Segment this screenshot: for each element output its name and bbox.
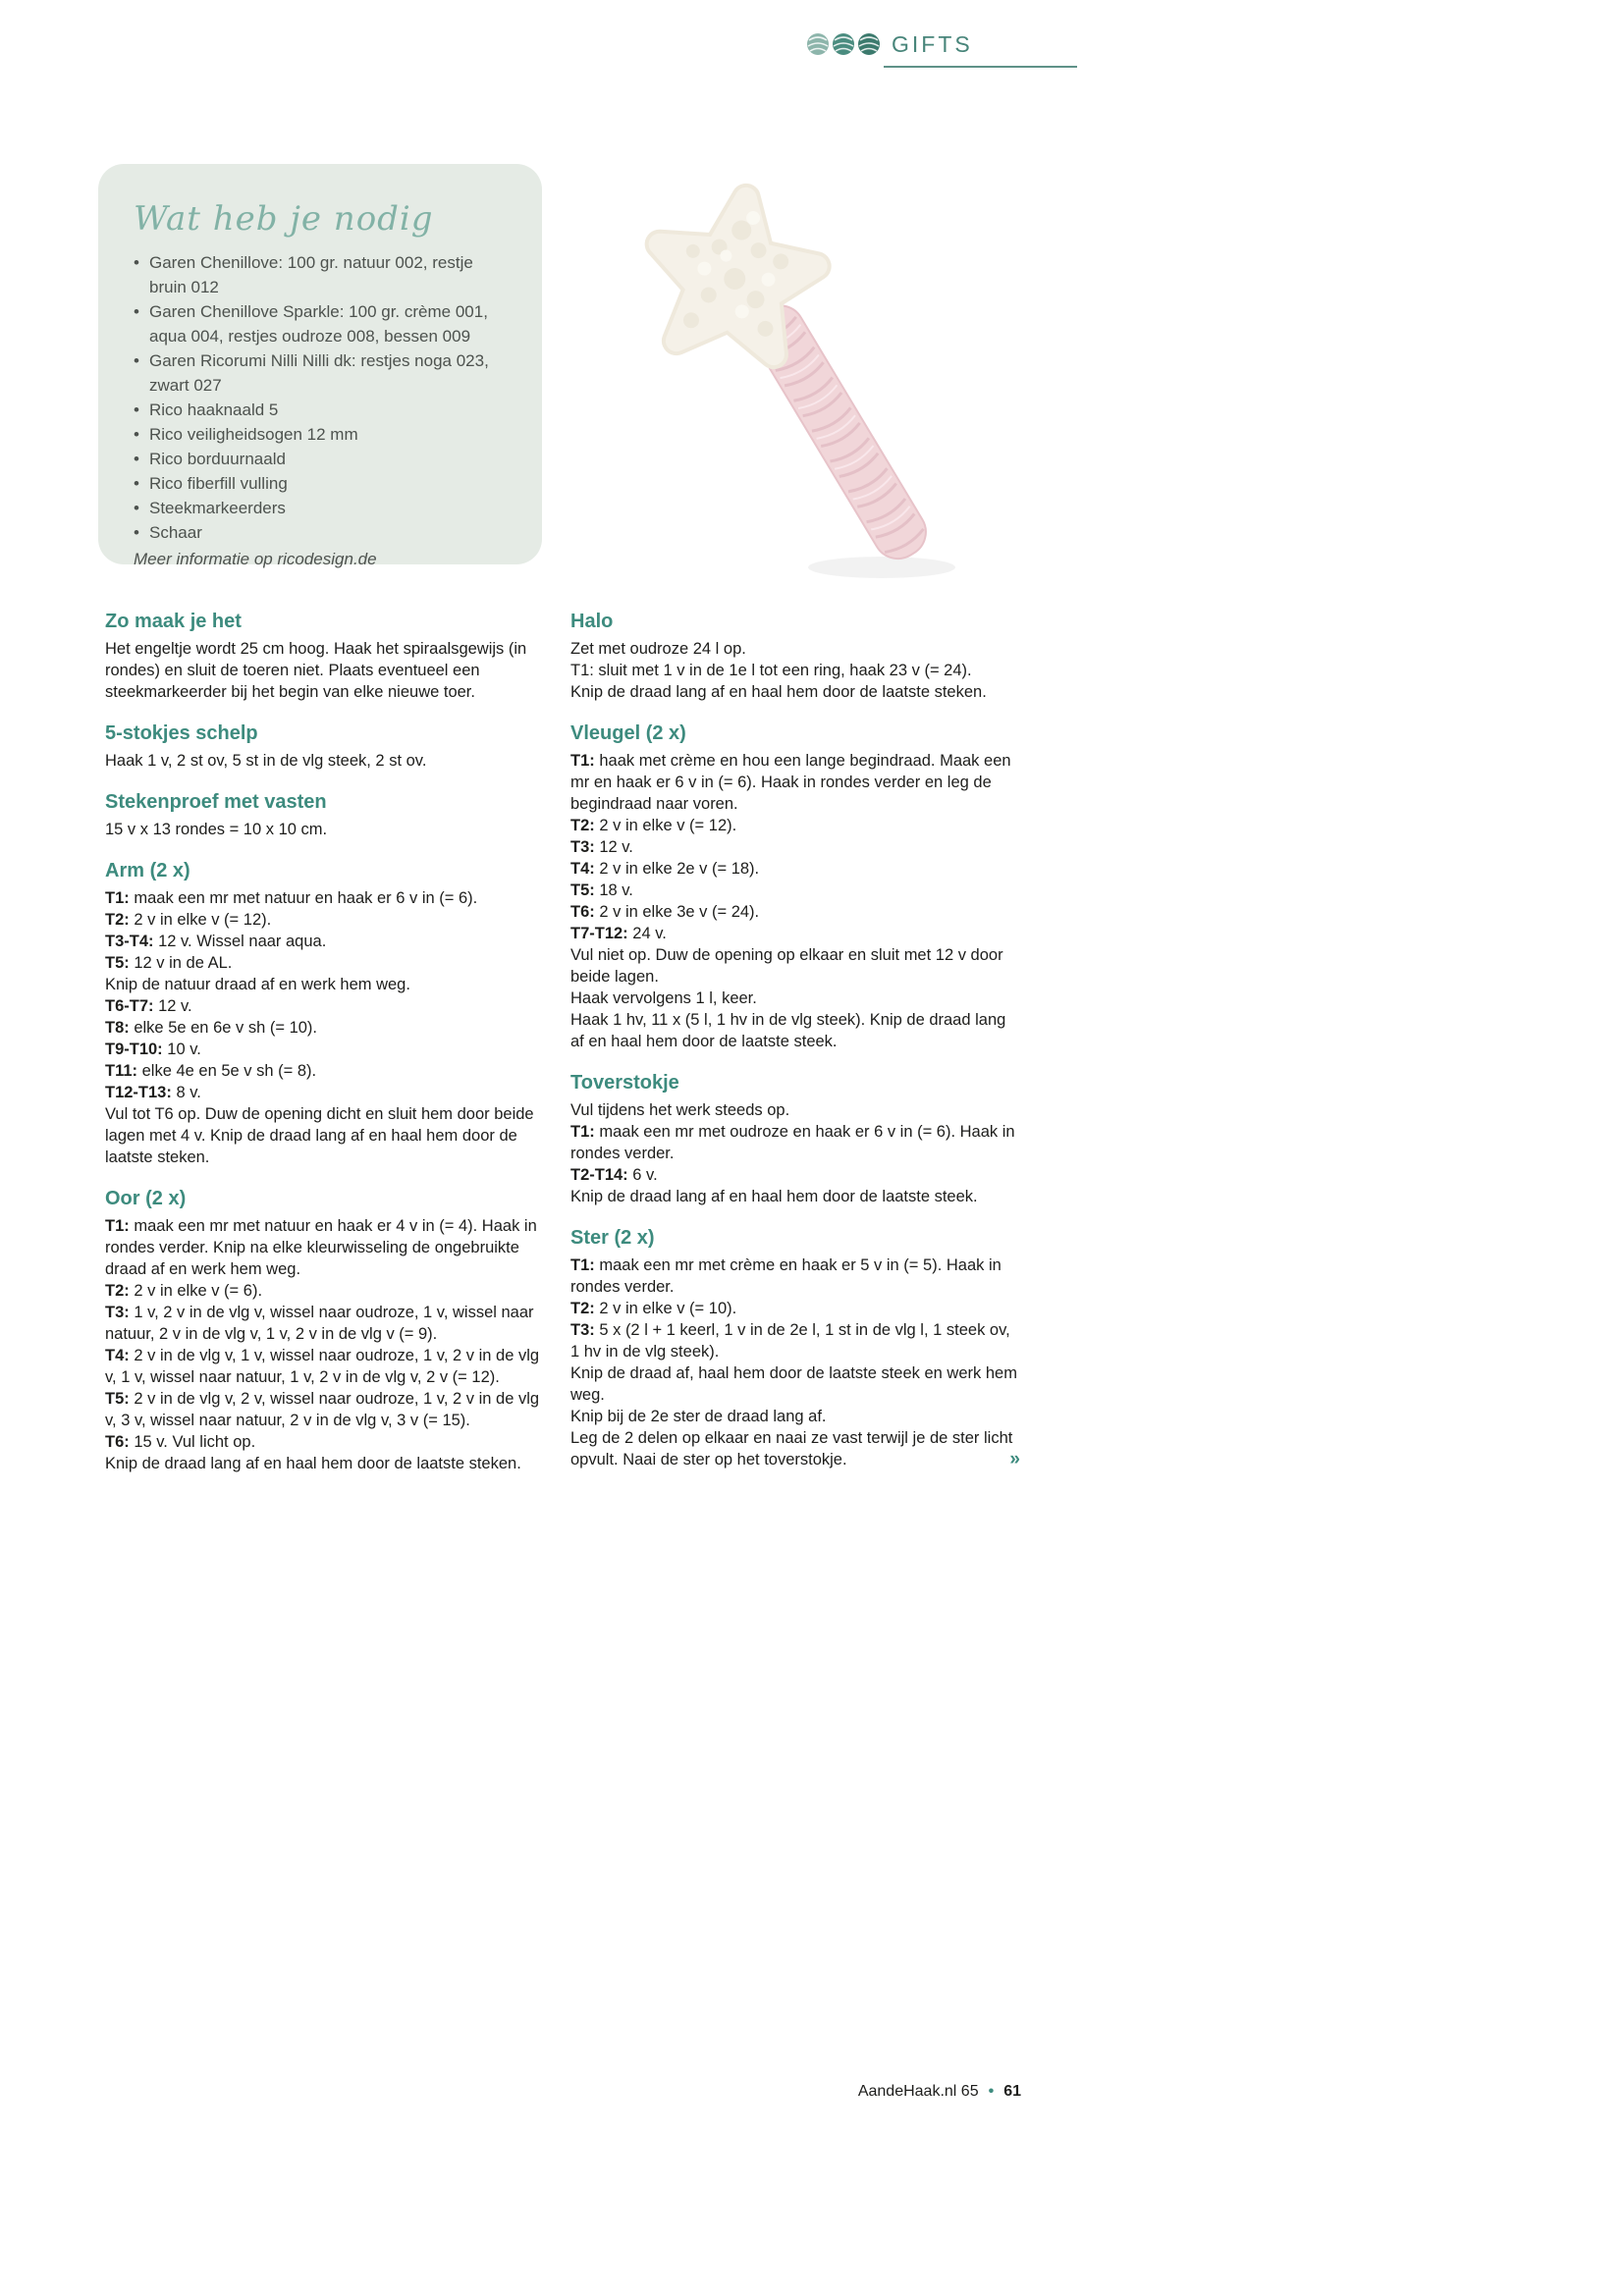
section-heading: Toverstokje bbox=[570, 1072, 679, 1094]
magic-wand-illustration bbox=[587, 175, 980, 597]
yarn-ball-icon bbox=[833, 33, 854, 55]
bullet-glyph: • bbox=[134, 400, 139, 419]
round-label: T3: bbox=[570, 1321, 595, 1339]
pattern-line bbox=[105, 1431, 545, 1453]
continuation-mark: » bbox=[1009, 1449, 1020, 1469]
pattern-text: maak een mr met natuur en haak er 6 v in (= 6). bbox=[134, 889, 478, 907]
pattern-section bbox=[570, 722, 1020, 1052]
pattern-section bbox=[105, 860, 545, 1168]
pattern-line bbox=[570, 836, 1020, 858]
pattern-text: Knip bij de 2e ster de draad lang af. bbox=[570, 1408, 827, 1425]
bullet-glyph: • bbox=[134, 425, 139, 444]
pattern-line bbox=[570, 1121, 1020, 1164]
pattern-text: 2 v in elke v (= 10). bbox=[599, 1300, 737, 1317]
materials-note: Meer informatie op ricodesign.de bbox=[134, 550, 377, 568]
pattern-text: Vul niet op. Duw de opening op elkaar en sluit met 12 v door beide lagen. bbox=[570, 946, 1003, 986]
pattern-line bbox=[570, 944, 1020, 988]
pattern-section bbox=[570, 1227, 1020, 1470]
pattern-line bbox=[570, 1186, 1020, 1207]
pattern-text: 2 v in de vlg v, 2 v, wissel naar oudroze, 1 v, 2 v in de vlg v, 3 v, wissel naar natuur, 2 v in de vlg v, 3 v (= 15). bbox=[105, 1390, 540, 1429]
round-label: T12-T13: bbox=[105, 1084, 172, 1101]
bullet-glyph: • bbox=[134, 302, 139, 321]
pattern-text: Zet met oudroze 24 l op. bbox=[570, 640, 746, 658]
pattern-text: 10 v. bbox=[167, 1041, 201, 1058]
round-label: T5: bbox=[105, 954, 130, 972]
round-label: T3: bbox=[105, 1304, 130, 1321]
round-label: T5: bbox=[570, 881, 595, 899]
pattern-section bbox=[105, 791, 545, 840]
round-label: T3-T4: bbox=[105, 933, 154, 950]
section-heading: Oor (2 x) bbox=[105, 1188, 187, 1209]
section-heading: Zo maak je het bbox=[105, 611, 242, 632]
pattern-line bbox=[570, 660, 1020, 681]
materials-title: Wat heb je nodig bbox=[134, 199, 434, 239]
pattern-text: 2 v in elke v (= 12). bbox=[599, 817, 737, 834]
page-footer bbox=[858, 2083, 1021, 2101]
pattern-text: 5 x (2 l + 1 keerl, 1 v in de 2e l, 1 st in de vlg l, 1 steek ov, 1 hv in de vlg steek). bbox=[570, 1321, 1010, 1361]
round-label: T7-T12: bbox=[570, 925, 628, 942]
pattern-text: 2 v in elke 2e v (= 18). bbox=[599, 860, 760, 878]
round-label: T1: bbox=[570, 1123, 595, 1141]
round-label: T2-T14: bbox=[570, 1166, 628, 1184]
pattern-line bbox=[105, 909, 545, 931]
section-heading: 5-stokjes schelp bbox=[105, 722, 258, 744]
materials-item-text: Steekmarkeerders bbox=[149, 499, 286, 517]
pattern-line bbox=[105, 887, 545, 909]
pattern-line bbox=[570, 1298, 1020, 1319]
pattern-line bbox=[105, 974, 545, 995]
yarn-ball-icon bbox=[858, 33, 880, 55]
footer-magazine: AandeHaak.nl 65 bbox=[857, 2083, 979, 2100]
wand-shadow bbox=[808, 557, 955, 578]
bullet-glyph: • bbox=[134, 474, 139, 493]
bullet-glyph: • bbox=[134, 450, 139, 468]
pattern-line bbox=[105, 1103, 545, 1168]
materials-item bbox=[134, 299, 514, 348]
pattern-section bbox=[105, 1188, 545, 1474]
materials-item bbox=[134, 496, 514, 520]
pattern-text: Knip de draad lang af en haal hem door de laatste steken. bbox=[105, 1455, 521, 1472]
materials-item bbox=[134, 348, 514, 398]
pattern-text: 2 v in elke v (= 6). bbox=[134, 1282, 263, 1300]
materials-item bbox=[134, 250, 514, 299]
pattern-line bbox=[570, 1362, 1020, 1406]
pattern-line bbox=[570, 638, 1020, 660]
pattern-text: 12 v. bbox=[158, 997, 192, 1015]
pattern-text: 12 v. Wissel naar aqua. bbox=[158, 933, 327, 950]
pattern-text: 18 v. bbox=[599, 881, 633, 899]
materials-item-text: Rico veiligheidsogen 12 mm bbox=[149, 425, 358, 444]
pattern-text: elke 4e en 5e v sh (= 8). bbox=[141, 1062, 317, 1080]
pattern-text: Knip de natuur draad af en werk hem weg. bbox=[105, 976, 410, 993]
pattern-line bbox=[570, 1427, 1020, 1470]
materials-item bbox=[134, 422, 514, 447]
pattern-text: Leg de 2 delen op elkaar en naai ze vast terwijl je de ster licht opvult. Naai de ster op het toverstokje. bbox=[570, 1429, 1013, 1468]
pattern-line bbox=[570, 1099, 1020, 1121]
pattern-text: elke 5e en 6e v sh (= 10). bbox=[134, 1019, 317, 1037]
materials-item-text: Rico fiberfill vulling bbox=[149, 474, 288, 493]
pattern-text: Knip de draad lang af en haal hem door de laatste steek. bbox=[570, 1188, 978, 1205]
round-label: T2: bbox=[570, 1300, 595, 1317]
yarn-balls-icon bbox=[805, 30, 882, 58]
bullet-glyph: • bbox=[134, 523, 139, 542]
pattern-text: Haak vervolgens 1 l, keer. bbox=[570, 989, 757, 1007]
round-label: T1: bbox=[105, 1217, 130, 1235]
bullet-glyph: • bbox=[134, 351, 139, 370]
materials-item-text: Rico haaknaald 5 bbox=[149, 400, 279, 419]
pattern-text: Haak 1 v, 2 st ov, 5 st in de vlg steek, 2 st ov. bbox=[105, 752, 427, 770]
pattern-line bbox=[570, 1255, 1020, 1298]
pattern-line bbox=[105, 1280, 545, 1302]
round-label: T2: bbox=[105, 1282, 130, 1300]
materials-item bbox=[134, 447, 514, 471]
pattern-line bbox=[105, 1017, 545, 1039]
section-heading: Arm (2 x) bbox=[105, 860, 190, 881]
yarn-ball-icon bbox=[807, 33, 829, 55]
pattern-section bbox=[105, 722, 545, 772]
section-heading: Ster (2 x) bbox=[570, 1227, 655, 1249]
materials-item bbox=[134, 398, 514, 422]
bullet-glyph: • bbox=[134, 253, 139, 272]
materials-item-text: Garen Chenillove: 100 gr. natuur 002, restje bruin 012 bbox=[149, 253, 473, 296]
round-label: T8: bbox=[105, 1019, 130, 1037]
pattern-text: Vul tijdens het werk steeds op. bbox=[570, 1101, 790, 1119]
pattern-line bbox=[570, 1164, 1020, 1186]
materials-item-text: Rico borduurnaald bbox=[149, 450, 286, 468]
materials-item-text: Garen Ricorumi Nilli Nilli dk: restjes noga 023, zwart 027 bbox=[149, 351, 489, 395]
pattern-text: 8 v. bbox=[176, 1084, 201, 1101]
pattern-text: 2 v in de vlg v, 1 v, wissel naar oudroze, 1 v, 2 v in de vlg v, 1 v, wissel naar natuur, 1 v, 2 v in de vlg v, 2 v (= 12). bbox=[105, 1347, 540, 1386]
materials-item-text: Schaar bbox=[149, 523, 202, 542]
pattern-line bbox=[570, 815, 1020, 836]
pattern-line bbox=[105, 1215, 545, 1280]
pattern-line bbox=[105, 1453, 545, 1474]
right-column bbox=[570, 611, 1020, 1490]
pattern-section bbox=[570, 611, 1020, 703]
section-title: GIFTS bbox=[892, 30, 973, 57]
round-label: T5: bbox=[105, 1390, 130, 1408]
pattern-line bbox=[105, 1302, 545, 1345]
pattern-line bbox=[570, 1009, 1020, 1052]
wand-photo bbox=[587, 175, 980, 597]
pattern-line bbox=[105, 1039, 545, 1060]
round-label: T6: bbox=[570, 903, 595, 921]
pattern-text: 15 v. Vul licht op. bbox=[134, 1433, 256, 1451]
pattern-line bbox=[570, 750, 1020, 815]
footer-separator: • bbox=[988, 2083, 995, 2100]
pattern-text: Knip de draad lang af en haal hem door de laatste steken. bbox=[570, 683, 987, 701]
left-column bbox=[105, 611, 545, 1494]
round-label: T3: bbox=[570, 838, 595, 856]
pattern-line bbox=[105, 750, 545, 772]
round-label: T9-T10: bbox=[105, 1041, 163, 1058]
pattern-line bbox=[105, 1060, 545, 1082]
pattern-line bbox=[570, 988, 1020, 1009]
pattern-line bbox=[570, 858, 1020, 880]
section-heading: Halo bbox=[570, 611, 614, 632]
materials-box bbox=[98, 164, 542, 568]
round-label: T1: bbox=[105, 889, 130, 907]
round-label: T2: bbox=[570, 817, 595, 834]
page-header bbox=[0, 0, 1624, 79]
pattern-text: 15 v x 13 rondes = 10 x 10 cm. bbox=[105, 821, 328, 838]
pattern-text: T1: sluit met 1 v in de 1e l tot een ring, haak 23 v (= 24). bbox=[570, 662, 972, 679]
section-heading: Vleugel (2 x) bbox=[570, 722, 686, 744]
round-label: T6-T7: bbox=[105, 997, 154, 1015]
bullet-glyph: • bbox=[134, 499, 139, 517]
brand bbox=[805, 30, 973, 58]
pattern-text: maak een mr met natuur en haak er 4 v in (= 4). Haak in rondes verder. Knip na elke kleurwisseling de ongebruikte draad af en werk hem weg. bbox=[105, 1217, 537, 1278]
pattern-text: Knip de draad af, haal hem door de laatste steek en werk hem weg. bbox=[570, 1364, 1017, 1404]
pattern-text: maak een mr met crème en haak er 5 v in (= 5). Haak in rondes verder. bbox=[570, 1256, 1001, 1296]
pattern-line bbox=[570, 1406, 1020, 1427]
pattern-text: 6 v. bbox=[632, 1166, 658, 1184]
materials-item bbox=[134, 471, 514, 496]
pattern-text: 1 v, 2 v in de vlg v, wissel naar oudroze, 1 v, wissel naar natuur, 2 v in de vlg v, 1 v, 2 v in de vlg v (= 9). bbox=[105, 1304, 534, 1343]
pattern-line bbox=[105, 952, 545, 974]
pattern-line bbox=[570, 1319, 1020, 1362]
pattern-line bbox=[105, 819, 545, 840]
pattern-section bbox=[105, 611, 545, 703]
round-label: T11: bbox=[105, 1062, 138, 1080]
page-number: 61 bbox=[1003, 2083, 1021, 2100]
materials-item-text: Garen Chenillove Sparkle: 100 gr. crème 001, aqua 004, restjes oudroze 008, bessen 009 bbox=[149, 302, 488, 346]
pattern-text: Het engeltje wordt 25 cm hoog. Haak het spiraalsgewijs (in rondes) en sluit de toeren niet. Plaats eventueel een steekmarkeerder bij het begin van elke nieuwe toer. bbox=[105, 640, 527, 701]
round-label: T1: bbox=[570, 752, 595, 770]
round-label: T4: bbox=[570, 860, 595, 878]
pattern-text: 2 v in elke 3e v (= 24). bbox=[599, 903, 760, 921]
pattern-text: 2 v in elke v (= 12). bbox=[134, 911, 272, 929]
pattern-line bbox=[105, 1388, 545, 1431]
round-label: T6: bbox=[105, 1433, 130, 1451]
pattern-line bbox=[570, 901, 1020, 923]
pattern-section bbox=[570, 1072, 1020, 1207]
pattern-text: 12 v in de AL. bbox=[134, 954, 233, 972]
pattern-line bbox=[105, 931, 545, 952]
pattern-line bbox=[105, 638, 545, 703]
section-heading: Stekenproef met vasten bbox=[105, 791, 327, 813]
pattern-line bbox=[570, 923, 1020, 944]
pattern-text: 12 v. bbox=[599, 838, 633, 856]
pattern-line bbox=[570, 880, 1020, 901]
pattern-text: 24 v. bbox=[632, 925, 667, 942]
pattern-line bbox=[105, 995, 545, 1017]
materials-item bbox=[134, 520, 514, 545]
round-label: T2: bbox=[105, 911, 130, 929]
round-label: T4: bbox=[105, 1347, 130, 1364]
pattern-text: Haak 1 hv, 11 x (5 l, 1 hv in de vlg steek). Knip de draad lang af en haal hem door de laatste steek. bbox=[570, 1011, 1006, 1050]
pattern-text: Vul tot T6 op. Duw de opening dicht en sluit hem door beide lagen met 4 v. Knip de draad lang af en haal hem door de laatste steken. bbox=[105, 1105, 534, 1166]
pattern-text: haak met crème en hou een lange begindraad. Maak een mr en haak er 6 v in (= 6). Haak in rondes verder en leg de begindraad naar voren. bbox=[570, 752, 1011, 813]
pattern-text: maak een mr met oudroze en haak er 6 v in (= 6). Haak in rondes verder. bbox=[570, 1123, 1015, 1162]
pattern-line bbox=[570, 681, 1020, 703]
materials-list bbox=[134, 250, 514, 545]
header-rule bbox=[884, 66, 1077, 68]
pattern-line bbox=[105, 1345, 545, 1388]
round-label: T1: bbox=[570, 1256, 595, 1274]
pattern-line bbox=[105, 1082, 545, 1103]
